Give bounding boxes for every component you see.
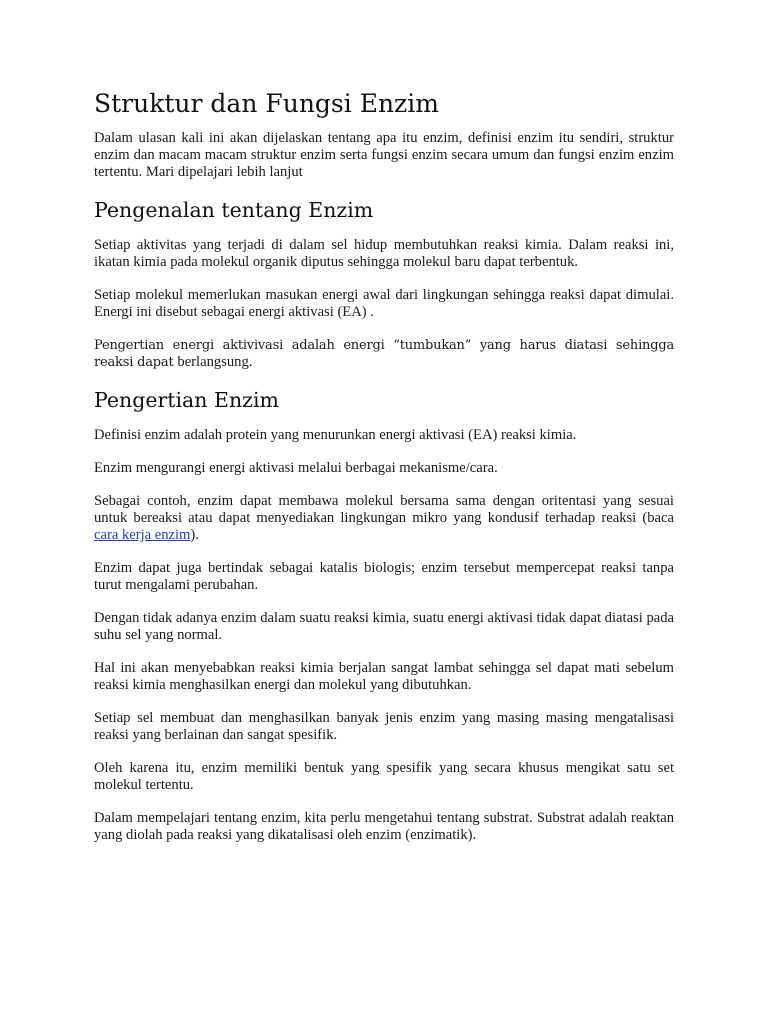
paragraph-rest-text: berlangsung. [177,354,253,370]
paragraph: Hal ini akan menyebabkan reaksi kimia berjalan sangat lambat sehingga sel dapat mati sebelum reaksi kimia menghasilkan energi dan molekul yang dibutuhkan. [94,660,674,693]
paragraph-lead-text: Pengertian energi aktivivasi adalah energi “tumbukan” yang harus diatasi sehingga reaksi dapat [94,338,674,370]
paragraph: Dengan tidak adanya enzim dalam suatu reaksi kimia, suatu energi aktivasi tidak dapat diatasi pada suhu sel yang normal. [94,610,674,643]
section-heading-pengenalan: Pengenalan tentang Enzim [94,198,374,222]
page-title: Struktur dan Fungsi Enzim [94,89,439,118]
paragraph: Enzim mengurangi energi aktivasi melalui berbagai mekanisme/cara. [94,460,498,476]
intro-paragraph: Dalam ulasan kali ini akan dijelaskan tentang apa itu enzim, definisi enzim itu sendiri, struktur enzim dan macam macam struktur enzim serta fungsi enzim secara umum dan fungsi enzim enzim tertentu. Mari dipelajari lebih lanjut [94,130,674,180]
paragraph: Oleh karena itu, enzim memiliki bentuk yang spesifik yang secara khusus mengikat satu set molekul tertentu. [94,760,674,793]
paragraph: Enzim dapat juga bertindak sebagai katalis biologis; enzim tersebut mempercepat reaksi tanpa turut mengalami perubahan. [94,560,674,593]
cara-kerja-enzim-link[interactable]: cara kerja enzim [94,527,191,543]
paragraph-with-link [94,493,674,544]
paragraph-text: Sebagai contoh, enzim dapat membawa molekul bersama sama dengan oritentasi yang sesuai untuk bereaksi atau dapat menyediakan lingkungan mikro yang kondusif terhadap reaksi (baca [94,493,674,526]
paragraph: Definisi enzim adalah protein yang menurunkan energi aktivasi (EA) reaksi kimia. [94,427,577,443]
section-heading-pengertian: Pengertian Enzim [94,388,279,412]
paragraph: Setiap sel membuat dan menghasilkan banyak jenis enzim yang masing masing mengatalisasi reaksi yang berlainan dan sangat spesifik. [94,710,674,743]
paragraph-energi-aktivasi [94,337,674,371]
document-page [94,88,674,860]
paragraph-end-text: ). [190,527,199,543]
paragraph: Setiap molekul memerlukan masukan energi awal dari lingkungan sehingga reaksi dapat dimulai. Energi ini disebut sebagai energi aktivasi (EA) . [94,287,674,320]
paragraph: Dalam mempelajari tentang enzim, kita perlu mengetahui tentang substrat. Substrat adalah reaktan yang diolah pada reaksi yang dikatalisasi oleh enzim (enzimatik). [94,810,674,843]
paragraph: Setiap aktivitas yang terjadi di dalam sel hidup membutuhkan reaksi kimia. Dalam reaksi ini, ikatan kimia pada molekul organik diputus sehingga molekul baru dapat terbentuk. [94,237,674,270]
